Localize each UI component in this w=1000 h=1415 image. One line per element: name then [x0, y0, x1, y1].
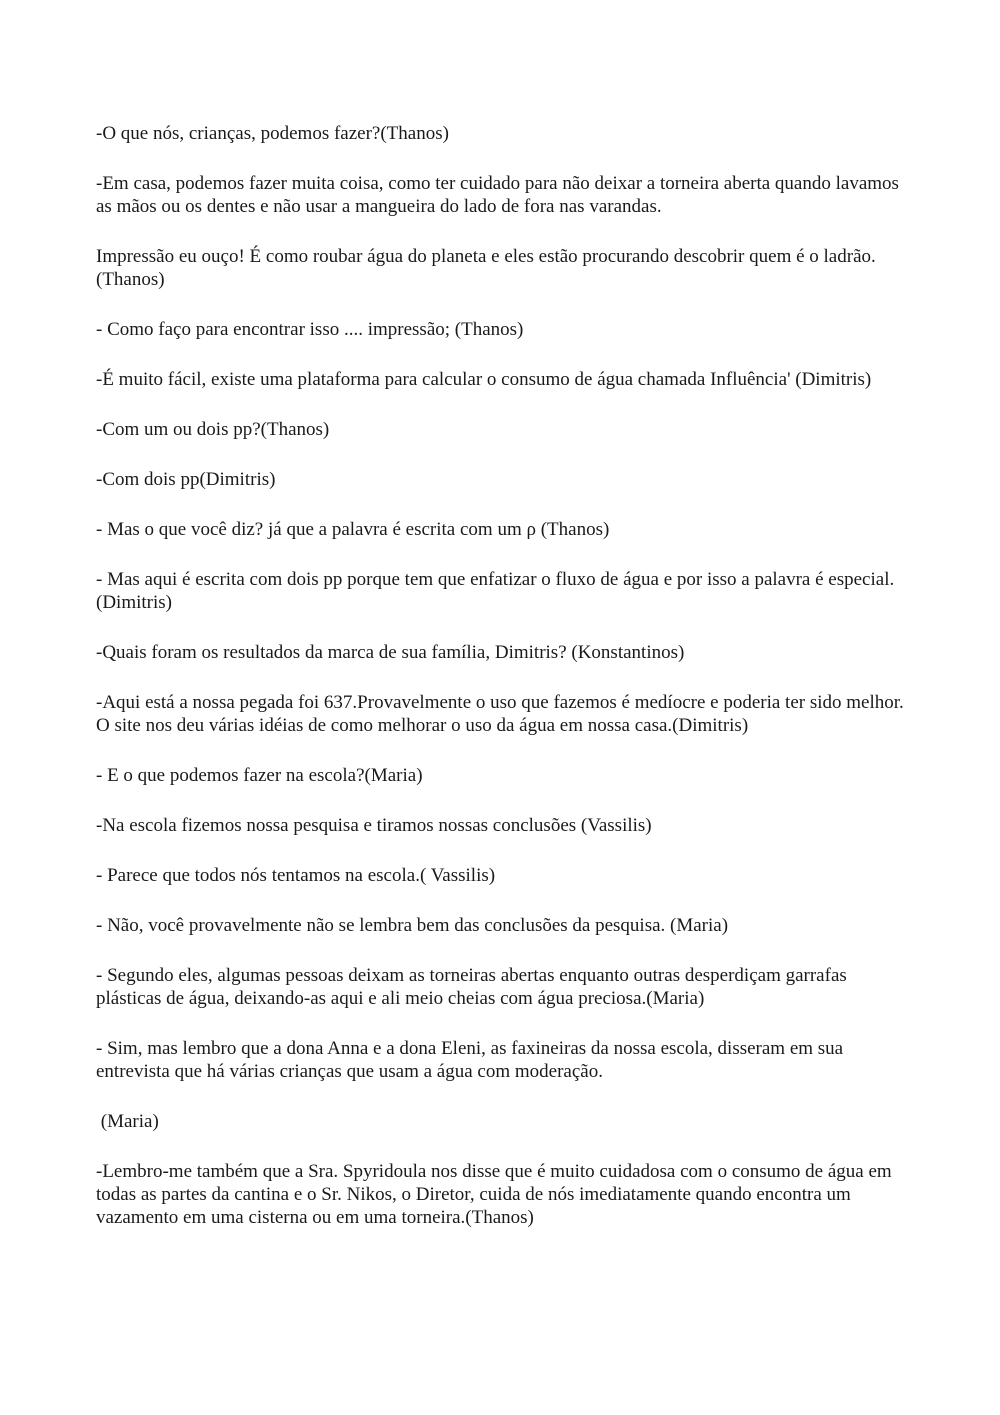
- paragraph-2: -Em casa, podemos fazer muita coisa, como ter cuidado para não deixar a torneira aberta quando lavamos as mãos ou os dentes e não usar a mangueira do lado de fora nas varandas.: [96, 173, 904, 217]
- paragraph-4: - Como faço para encontrar isso .... impressão; (Thanos): [96, 319, 524, 340]
- paragraph-10: -Quais foram os resultados da marca de sua família, Dimitris? (Konstantinos): [96, 642, 685, 663]
- paragraph-6: -Com um ou dois pp?(Thanos): [96, 419, 330, 440]
- paragraph-3: Impressão eu ouço! É como roubar água do planeta e eles estão procurando descobrir quem é o ladrão. (Thanos): [96, 246, 881, 290]
- paragraph-12: - E o que podemos fazer na escola?(Maria): [96, 765, 423, 786]
- paragraph-5: -É muito fácil, existe uma plataforma para calcular o consumo de água chamada Influência' (Dimitris): [96, 369, 872, 390]
- paragraph-13: -Na escola fizemos nossa pesquisa e tiramos nossas conclusões (Vassilis): [96, 815, 652, 836]
- paragraph-19: -Lembro-me também que a Sra. Spyridoula nos disse que é muito cuidadosa com o consumo de água em todas as partes da cantina e o Sr. Nikos, o Diretor, cuida de nós imediatamente quando encontra um vazamento em uma cisterna ou em uma torneira.(Thanos): [96, 1161, 897, 1228]
- paragraph-14: - Parece que todos nós tentamos na escola.( Vassilis): [96, 865, 496, 886]
- paragraph-15: - Não, você provavelmente não se lembra bem das conclusões da pesquisa. (Maria): [96, 915, 729, 936]
- paragraph-1: -O que nós, crianças, podemos fazer?(Thanos): [96, 123, 449, 144]
- paragraph-18: (Maria): [96, 1111, 159, 1132]
- paragraph-16: - Segundo eles, algumas pessoas deixam as torneiras abertas enquanto outras desperdiçam garrafas plásticas de água, deixando-as aqui e ali meio cheias com água preciosa.(Maria): [96, 965, 852, 1009]
- paragraph-17: - Sim, mas lembro que a dona Anna e a dona Eleni, as faxineiras da nossa escola, disseram em sua entrevista que há várias crianças que usam a água com moderação.: [96, 1038, 848, 1082]
- paragraph-8: - Mas o que você diz? já que a palavra é escrita com um ρ (Thanos): [96, 519, 610, 540]
- paragraph-7: -Com dois pp(Dimitris): [96, 469, 276, 490]
- document-page: [96, 122, 909, 1256]
- paragraph-11: -Aqui está a nossa pegada foi 637.Provavelmente o uso que fazemos é medíocre e poderia ter sido melhor. O site nos deu várias idéias de como melhorar o uso da água em nossa casa.(Dimitris): [96, 692, 909, 736]
- paragraph-9: - Mas aqui é escrita com dois pp porque tem que enfatizar o fluxo de água e por isso a palavra é especial.(Dimitris): [96, 569, 895, 613]
